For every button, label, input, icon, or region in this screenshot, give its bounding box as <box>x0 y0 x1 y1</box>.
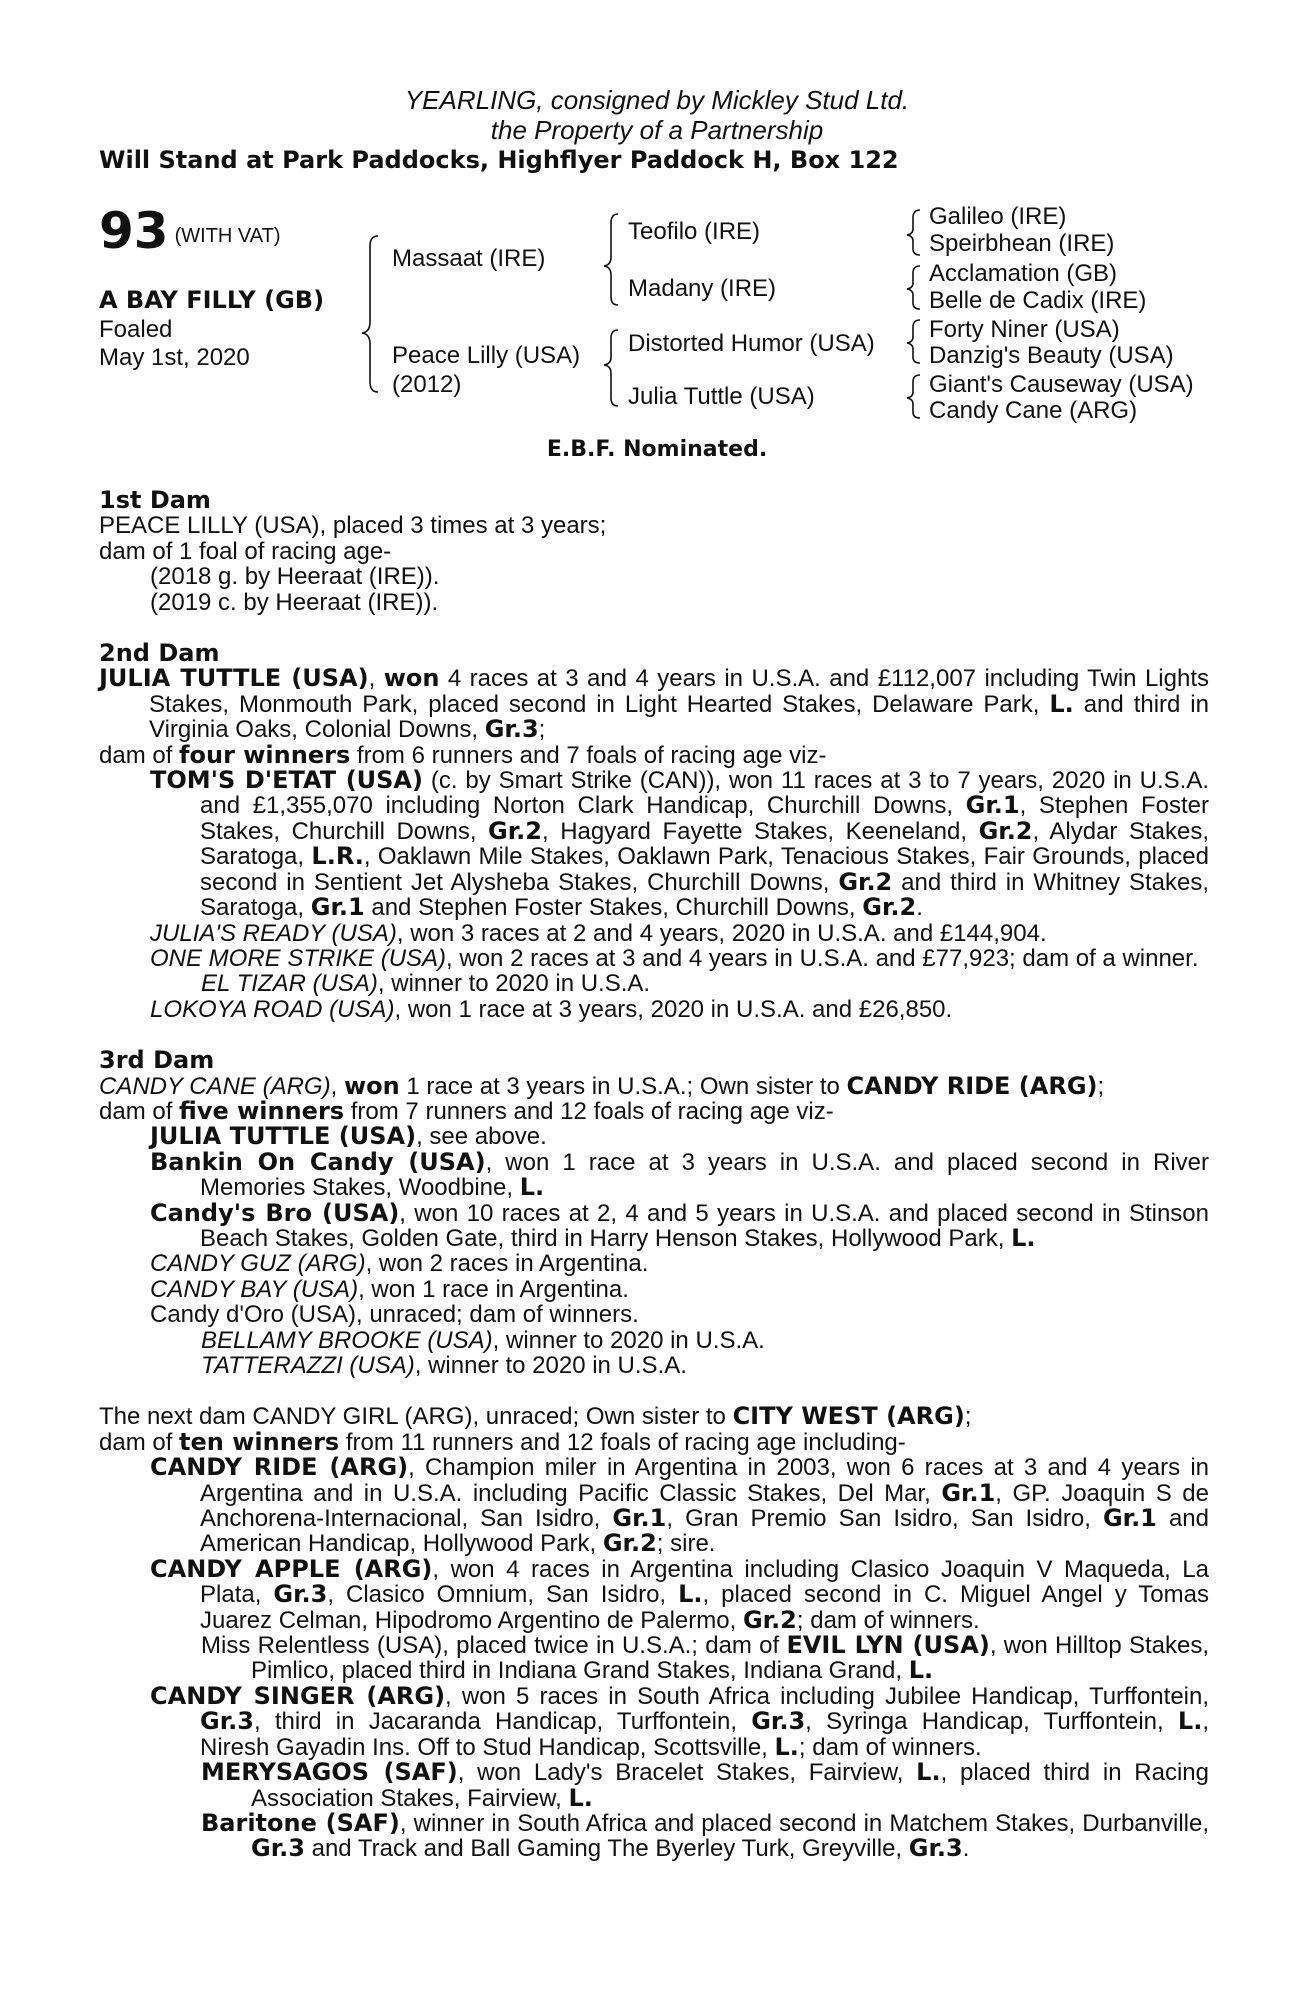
horse-name: Candy's Bro (USA) <box>150 1198 400 1227</box>
horse-name: BELLAMY BROOKE (USA) <box>201 1326 493 1354</box>
dd-sire: Giant's Causeway (USA) <box>929 371 1194 398</box>
grand-produce-entry <box>99 1328 1209 1353</box>
text: dam of <box>99 1097 180 1125</box>
text: , GP. Joaquin S de Anchorena-Internacional, San Isidro, <box>200 1479 1209 1533</box>
record-text: and third in Virginia Oaks, Colonial Downs, <box>149 690 1209 744</box>
horse-name: JULIA TUTTLE (USA) <box>99 664 369 693</box>
dam-year: (2012) <box>392 371 462 398</box>
foal-entry: (2018 g. by Heeraat (IRE)). <box>150 563 440 591</box>
sep: , <box>368 665 384 693</box>
text: ; dam of winners. <box>796 1606 980 1634</box>
text: from 11 runners and 12 foals of racing age including- <box>339 1428 906 1456</box>
horse-name: CITY WEST (ARG) <box>732 1402 965 1431</box>
horse-name: Baritone (SAF) <box>201 1808 400 1837</box>
text: , won 3 races at 2 and 4 years, 2020 in U.S.A. and £144,904. <box>396 919 1047 947</box>
grade-badge: L. <box>1011 1223 1036 1252</box>
grade-badge: Gr.2 <box>602 1529 657 1558</box>
text: , Hagyard Fayette Stakes, Keeneland, <box>541 817 979 845</box>
second-dam-section <box>99 641 1209 1022</box>
grade-badge: Gr.1 <box>941 1478 996 1507</box>
horse-name: CANDY GUZ (ARG) <box>150 1250 366 1278</box>
grade-badge: Gr.3 <box>251 1834 305 1863</box>
text: , <box>330 1072 344 1100</box>
text: , Champion miler in Argentina in 2003, won 6 races at 3 and 4 years in Argentina and in U.S.A. including Pacific Classic Stakes, Del Mar, <box>200 1454 1210 1507</box>
text: , winner to 2020 in U.S.A. <box>377 970 651 998</box>
horse-name: CANDY RIDE (ARG) <box>150 1453 409 1482</box>
text: ; dam of winners. <box>798 1733 982 1761</box>
grand-produce-entry <box>99 1353 1209 1378</box>
foal-entry: (2019 c. by Heeraat (IRE)). <box>150 588 439 616</box>
text: ; <box>964 1403 972 1431</box>
grade-badge: L. <box>568 1783 593 1812</box>
next-dam-entry <box>99 1404 1209 1429</box>
text: , Stephen Foster Stakes, Churchill Downs, <box>200 792 1209 845</box>
text: ; <box>1097 1072 1105 1100</box>
grade-badge: L. <box>916 1758 941 1787</box>
foaled-label: Foaled <box>99 316 173 343</box>
text: , third in Jacaranda Handicap, Turffontein, <box>253 1708 752 1736</box>
text: , Gran Premio San Isidro, San Isidro, <box>666 1505 1103 1533</box>
text: and Track and Ball Gaming The Byerley Turk, Greyville, <box>304 1835 909 1863</box>
horse-name: Bankin On Candy (USA) <box>150 1147 486 1176</box>
stable-location: Will Stand at Park Paddocks, Highflyer Paddock H, Box 122 <box>99 146 899 174</box>
won-label: won <box>343 1071 400 1100</box>
horse-name: TOM'S D'ETAT (USA) <box>150 766 423 795</box>
text: , Clasico Omnium, San Isidro, <box>327 1581 679 1609</box>
horse-name: CANDY APPLE (ARG) <box>150 1554 433 1583</box>
text: , placed second in C. Miguel Angel y Tomas Juarez Celman, Hipodromo Argentino de Palermo, <box>200 1581 1209 1634</box>
text: , winner in South Africa and placed second in Matchem Stakes, Durbanville, <box>399 1809 1210 1837</box>
horse-name: EVIL LYN (USA) <box>786 1631 990 1660</box>
produce-entry <box>99 997 1209 1022</box>
text: , won 1 race in Argentina. <box>358 1275 629 1303</box>
sd-dam: Belle de Cadix (IRE) <box>929 287 1147 314</box>
produce-summary <box>99 1096 1209 1125</box>
horse-name: JULIA TUTTLE (USA) <box>150 1122 417 1151</box>
grade-badge: Gr.3 <box>273 1580 328 1609</box>
winners-count: ten winners <box>179 1427 340 1456</box>
third-dam-entry <box>99 1071 1209 1100</box>
text: , won 4 races in Argentina including Clasico Joaquin V Maqueda, La Plata, <box>200 1555 1210 1609</box>
first-dam-heading: 1st Dam <box>99 486 211 514</box>
horse-name: JULIA'S READY (USA) <box>150 919 397 947</box>
text: and American Handicap, Hollywood Park, <box>200 1505 1209 1558</box>
grade-badge: Gr.2 <box>742 1605 797 1634</box>
produce-summary <box>99 740 1209 769</box>
text: dam of <box>99 741 180 769</box>
horse-name: CANDY RIDE (ARG) <box>846 1071 1098 1100</box>
dam-dam: Julia Tuttle (USA) <box>628 383 815 410</box>
second-dam-entry <box>99 666 1209 742</box>
text: from 6 runners and 7 foals of racing age viz- <box>350 741 827 769</box>
produce-entry <box>99 1455 1209 1557</box>
record-text: ; <box>538 716 546 744</box>
produce-entry <box>99 1124 1209 1149</box>
grade-badge: L. <box>1177 1707 1203 1736</box>
grade-badge: L. <box>1049 689 1074 718</box>
produce-entry <box>99 1554 1210 1634</box>
grade-badge: Gr.1 <box>1102 1504 1157 1533</box>
produce-entry: Candy d'Oro (USA), unraced; dam of winners. <box>150 1301 639 1329</box>
horse-name: EL TIZAR (USA) <box>201 970 378 998</box>
text: , won 1 race at 3 years in U.S.A. and placed second in River Memories Stakes, Woodbine, <box>200 1148 1209 1202</box>
grade-badge: L. <box>678 1580 703 1609</box>
produce-entry <box>99 1147 1209 1202</box>
ds-dam: Danzig's Beauty (USA) <box>929 342 1174 369</box>
dam-name: Peace Lilly (USA) <box>392 342 581 369</box>
grade-badge: L. <box>908 1656 934 1685</box>
grade-badge: L. <box>519 1173 545 1202</box>
text: (c. by Smart Strike (CAN)), won 11 races at 3 to 7 years, 2020 in U.S.A. and £1,355,070 including Norton Clark Handicap, Churchill Downs, <box>200 767 1209 820</box>
text: The next dam CANDY GIRL (ARG), unraced; Own sister to <box>99 1403 733 1431</box>
grade-badge: Gr.1 <box>965 791 1020 820</box>
text: , won 2 races at 3 and 4 years in U.S.A. and £77,923; dam of a winner. <box>446 944 1199 972</box>
winners-count: five winners <box>179 1096 345 1125</box>
ds-sire: Forty Niner (USA) <box>929 316 1120 343</box>
ss-sire: Galileo (IRE) <box>929 203 1067 230</box>
text: , winner to 2020 in U.S.A. <box>492 1326 765 1354</box>
sire-name: Massaat (IRE) <box>392 245 546 272</box>
dam-sire: Distorted Humor (USA) <box>628 330 875 357</box>
second-dam-heading: 2nd Dam <box>99 639 220 668</box>
winners-count: four winners <box>179 740 351 769</box>
sd-sire: Acclamation (GB) <box>929 260 1118 287</box>
text: , won 5 races in South Africa including Jubilee Handicap, Turffontein, <box>445 1682 1210 1710</box>
foaled-date: May 1st, 2020 <box>99 344 250 371</box>
record-text: 4 races at 3 and 4 years in U.S.A. and £112,007 including Twin Lights Stakes, Monmouth Park, placed second in Light Hearted Stakes, Delaware Park, <box>149 665 1209 718</box>
grade-badge: L. <box>774 1732 799 1761</box>
consignor-line: YEARLING, consigned by Mickley Stud Ltd. <box>404 85 910 115</box>
text: , Oaklawn Mile Stakes, Oaklawn Park, Tenacious Stakes, Fair Grounds, placed second in Sentient Jet Alysheba Stakes, Churchill Downs, <box>200 843 1209 896</box>
horse-title: A BAY FILLY (GB) <box>99 286 325 314</box>
text: , winner to 2020 in U.S.A. <box>414 1352 687 1379</box>
produce-entry <box>99 1198 1210 1252</box>
horse-name: CANDY CANE (ARG) <box>99 1072 331 1100</box>
grade-badge: Gr.1 <box>612 1504 667 1533</box>
grade-badge: Gr.2 <box>838 867 893 896</box>
produce-entry <box>99 921 1209 946</box>
produce-entry <box>99 1681 1210 1761</box>
third-dam-heading: 3rd Dam <box>99 1046 215 1075</box>
text: ; sire. <box>656 1530 716 1558</box>
text: , won 10 races at 2, 4 and 5 years in U.S.A. and placed second in Stinson Beach Stakes, Golden Gate, third in Harry Henson Stakes, Hollywood Park, <box>200 1199 1210 1252</box>
text: and third in Whitney Stakes, Saratoga, <box>200 868 1209 922</box>
produce-entry <box>99 1251 1209 1276</box>
horse-name: TATTERAZZI (USA) <box>201 1352 415 1379</box>
text: and Stephen Foster Stakes, Churchill Downs, <box>364 894 863 922</box>
property-line: the Property of a Partnership <box>490 115 824 145</box>
text: . <box>962 1835 970 1863</box>
produce-entry <box>99 768 1209 920</box>
vat-label: (WITH VAT) <box>174 225 281 247</box>
sire-sire: Teofilo (IRE) <box>628 218 761 245</box>
first-dam-section <box>99 488 1209 615</box>
horse-name: MERYSAGOS (SAF) <box>201 1758 458 1787</box>
horse-name: CANDY BAY (USA) <box>150 1275 359 1303</box>
grand-produce-entry <box>99 971 1209 996</box>
horse-name: LOKOYA ROAD (USA) <box>150 995 395 1023</box>
grade-badge: Gr.2 <box>488 816 542 845</box>
text: , Niresh Gayadin Ins. Off to Stud Handicap, Scottsville, <box>200 1708 1209 1761</box>
text: 1 race at 3 years in U.S.A.; Own sister to <box>399 1072 847 1100</box>
third-dam-section <box>99 1048 1209 1378</box>
ss-dam: Speirbhean (IRE) <box>929 230 1115 257</box>
text: . <box>916 894 923 922</box>
first-dam-foals-line: dam of 1 foal of racing age- <box>99 537 392 565</box>
text: , won 1 race at 3 years, 2020 in U.S.A. and £26,850. <box>394 995 953 1023</box>
produce-entry <box>99 1277 1209 1302</box>
first-dam-line: PEACE LILLY (USA), placed 3 times at 3 years; <box>99 512 607 540</box>
text: from 7 runners and 12 foals of racing age viz- <box>344 1097 834 1125</box>
text: , won Lady's Bracelet Stakes, Fairview, <box>457 1759 917 1787</box>
text: , Alydar Stakes, Saratoga, <box>200 817 1209 871</box>
text: , won 2 races in Argentina. <box>365 1250 649 1278</box>
text: , won Hilltop Stakes, Pimlico, placed third in Indiana Grand Stakes, Indiana Grand, <box>251 1632 1209 1685</box>
won-label: won <box>383 664 440 693</box>
catalogue-body <box>99 488 1209 1862</box>
text: Miss Relentless (USA), placed twice in U.S.A.; dam of <box>201 1632 787 1660</box>
lot-number: 93 <box>99 202 169 260</box>
grade-badge: L.R. <box>311 842 364 871</box>
produce-summary <box>99 1427 1209 1456</box>
grade-badge: Gr.2 <box>862 893 917 922</box>
next-dam-section <box>99 1404 1209 1861</box>
text: , see above. <box>416 1123 547 1151</box>
grade-badge: Gr.3 <box>484 715 539 744</box>
grand-produce-entry <box>99 1808 1210 1863</box>
grade-badge: Gr.3 <box>200 1707 254 1736</box>
text: , Syringa Handicap, Turffontein, <box>805 1708 1178 1736</box>
text: dam of <box>99 1428 180 1456</box>
grand-produce-entry <box>99 1633 1209 1684</box>
sire-dam: Madany (IRE) <box>628 275 777 302</box>
grade-badge: Gr.2 <box>978 816 1033 845</box>
grade-badge: Gr.1 <box>310 893 365 922</box>
grand-produce-entry <box>99 1760 1209 1811</box>
produce-entry <box>99 946 1209 971</box>
horse-name: ONE MORE STRIKE (USA) <box>150 944 447 972</box>
grade-badge: Gr.3 <box>908 1834 963 1863</box>
dd-dam: Candy Cane (ARG) <box>929 397 1138 424</box>
text: , placed third in Racing Association Stakes, Fairview, <box>251 1759 1209 1812</box>
ebf-nominated: E.B.F. Nominated. <box>546 437 768 462</box>
horse-name: CANDY SINGER (ARG) <box>150 1681 446 1710</box>
grade-badge: Gr.3 <box>751 1707 806 1736</box>
